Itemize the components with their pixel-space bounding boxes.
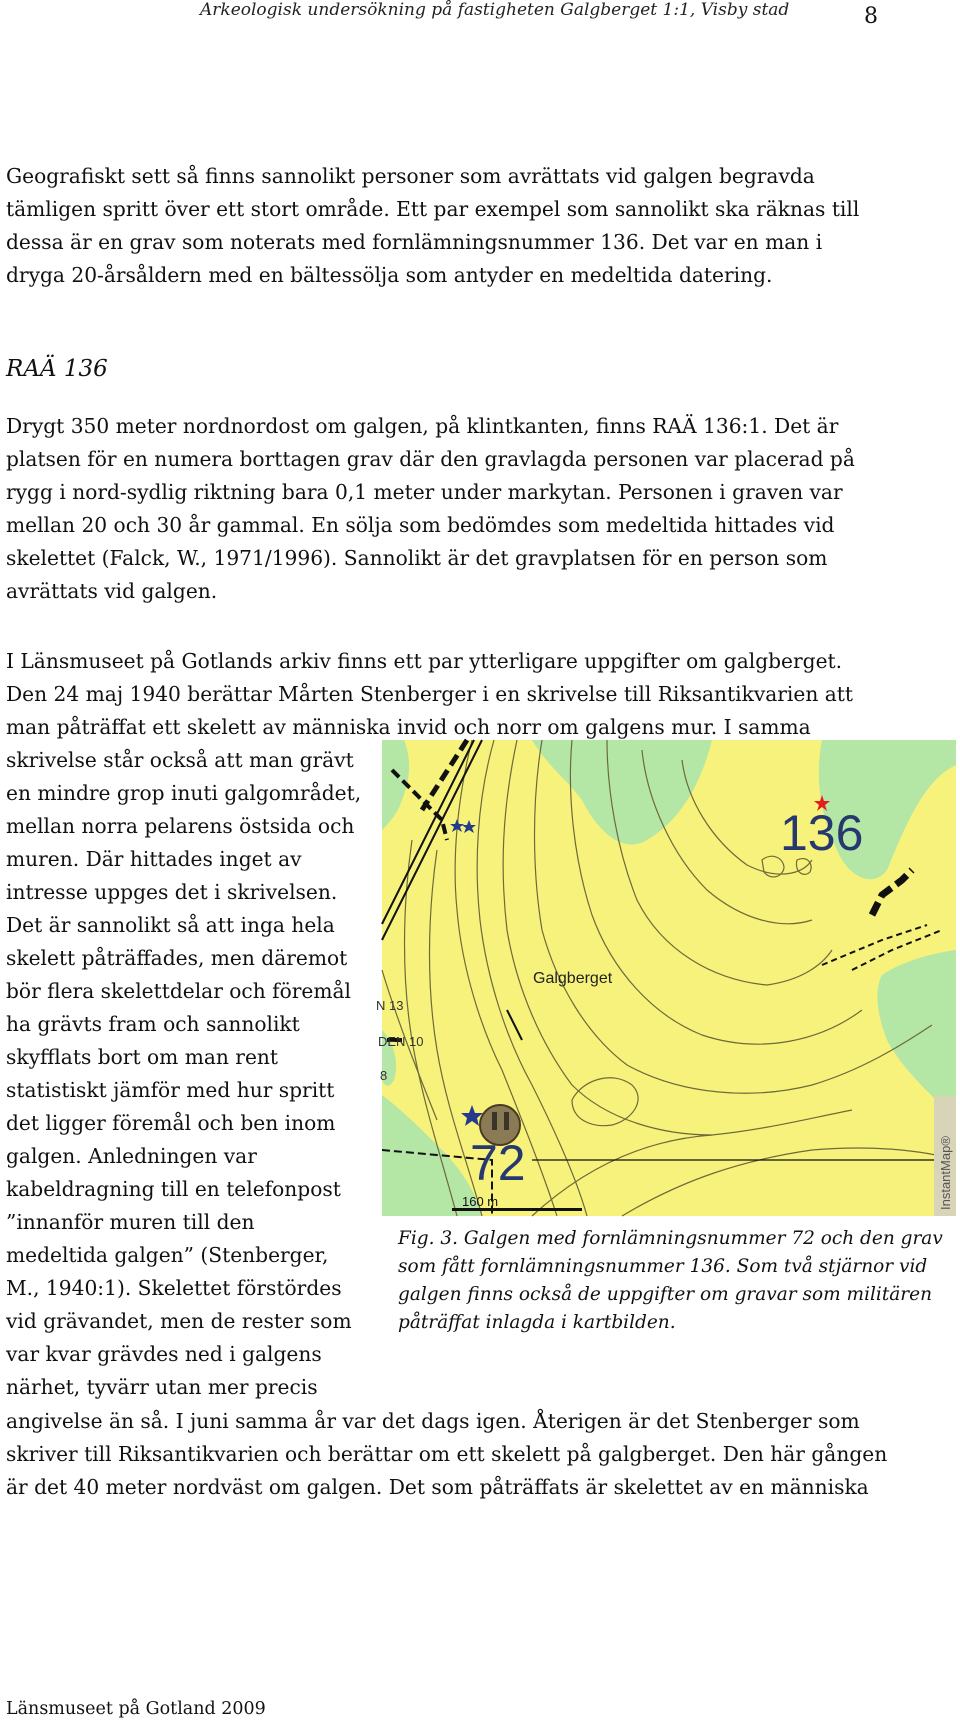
text-line: skriver till Riksantikvarien och berättar om ett skelett på galgberget. Den här gången bbox=[6, 1442, 888, 1466]
text-line: Drygt 350 meter nordnordost om galgen, på klintkanten, finns RAÄ 136:1. Det är bbox=[6, 414, 839, 438]
text-line: är det 40 meter nordväst om galgen. Det som påträffats är skelettet av en människa bbox=[6, 1475, 869, 1499]
text-line: det ligger föremål och ben inom bbox=[6, 1111, 336, 1135]
text-line: skyfflats bort om man rent bbox=[6, 1045, 278, 1069]
text-line: dryga 20-årsåldern med en bältessölja som antyder en medeltida datering. bbox=[6, 263, 773, 287]
text-line: statistiskt jämför med hur spritt bbox=[6, 1078, 335, 1102]
site-map bbox=[376, 740, 956, 1216]
running-header-title: Arkeologisk undersökning på fastigheten Galgberget 1:1, Visby stad bbox=[200, 0, 790, 20]
text-line: I Länsmuseet på Gotlands arkiv finns ett par ytterligare uppgifter om galgberget. bbox=[6, 649, 843, 673]
intro-paragraph bbox=[6, 160, 951, 292]
text-line: Det är sannolikt så att inga hela bbox=[6, 913, 335, 937]
text-line: galgen. Anledningen var bbox=[6, 1144, 257, 1168]
section-heading: RAÄ 136 bbox=[6, 356, 108, 382]
map-label-72: 72 bbox=[470, 1135, 526, 1191]
text-line: man påträffat ett skelett av människa invid och norr om galgens mur. I samma bbox=[6, 715, 811, 739]
text-line: M., 1940:1). Skelettet förstördes bbox=[6, 1276, 342, 1300]
text-line: en mindre grop inuti galgområdet, bbox=[6, 781, 362, 805]
text-line: tämligen spritt över ett stort område. Ett par exempel som sannolikt ska räknas till bbox=[6, 197, 860, 221]
map-label-den10: DEN 10 bbox=[378, 1034, 424, 1049]
text-line: mellan 20 och 30 år gammal. En sölja som bedömdes som medeltida hittades vid bbox=[6, 513, 835, 537]
text-line: intresse uppges det i skrivelsen. bbox=[6, 880, 338, 904]
text-line: bör flera skelettdelar och föremål bbox=[6, 979, 351, 1003]
text-line: ha grävts fram och sannolikt bbox=[6, 1012, 300, 1036]
page-number: 8 bbox=[864, 4, 878, 29]
text-line: närhet, tyvärr utan mer precis bbox=[6, 1375, 318, 1399]
archive-paragraph-wrapped bbox=[6, 744, 376, 1404]
text-line: Geografiskt sett så finns sannolikt personer som avrättats vid galgen begravda bbox=[6, 164, 815, 188]
archive-paragraph-full-width bbox=[6, 645, 951, 744]
text-line: avrättats vid galgen. bbox=[6, 579, 218, 603]
text-line: rygg i nord-sydlig riktning bara 0,1 meter under markytan. Personen i graven var bbox=[6, 480, 843, 504]
map-label-n13: N 13 bbox=[376, 998, 404, 1013]
text-line: skelett påträffades, men däremot bbox=[6, 946, 348, 970]
raa-paragraph bbox=[6, 410, 951, 608]
map-label-galgberget: Galgberget bbox=[533, 970, 613, 987]
figure-caption: Fig. 3. Galgen med fornlämningsnummer 72 och den grav som fått fornlämningsnummer 136. Som två stjärnor vid galgen finns också de uppgifter om gravar som militären påträffat inlagda i kartbilden. bbox=[398, 1228, 943, 1333]
page-footer: Länsmuseet på Gotland 2009 bbox=[6, 1699, 266, 1719]
scale-bar-label: 160 m bbox=[462, 1194, 499, 1209]
text-line: muren. Där hittades inget av bbox=[6, 847, 302, 871]
text-line: kabeldragning till en telefonpost bbox=[6, 1177, 341, 1201]
map-watermark: InstantMap® bbox=[938, 1136, 953, 1210]
text-line: medeltida galgen” (Stenberger, bbox=[6, 1243, 329, 1267]
map-label-8: 8 bbox=[380, 1068, 388, 1083]
text-line: var kvar grävdes ned i galgens bbox=[6, 1342, 322, 1366]
text-line: mellan norra pelarens östsida och bbox=[6, 814, 355, 838]
text-line: dessa är en grav som noterats med fornlämningsnummer 136. Det var en man i bbox=[6, 230, 823, 254]
text-line: Den 24 maj 1940 berättar Mårten Stenberger i en skrivelse till Riksantikvarien att bbox=[6, 682, 853, 706]
text-line: vid grävandet, men de rester som bbox=[6, 1309, 352, 1333]
text-line: ”innanför muren till den bbox=[6, 1210, 255, 1234]
text-line: skrivelse står också att man grävt bbox=[6, 748, 354, 772]
map-label-136: 136 bbox=[780, 805, 864, 861]
text-line: platsen för en numera borttagen grav där den gravlagda personen var placerad på bbox=[6, 447, 855, 471]
archive-paragraph-continued bbox=[6, 1405, 951, 1504]
text-line: angivelse än så. I juni samma år var det dags igen. Återigen är det Stenberger som bbox=[6, 1409, 860, 1433]
text-line: skelettet (Falck, W., 1971/1996). Sannolikt är det gravplatsen för en person som bbox=[6, 546, 828, 570]
